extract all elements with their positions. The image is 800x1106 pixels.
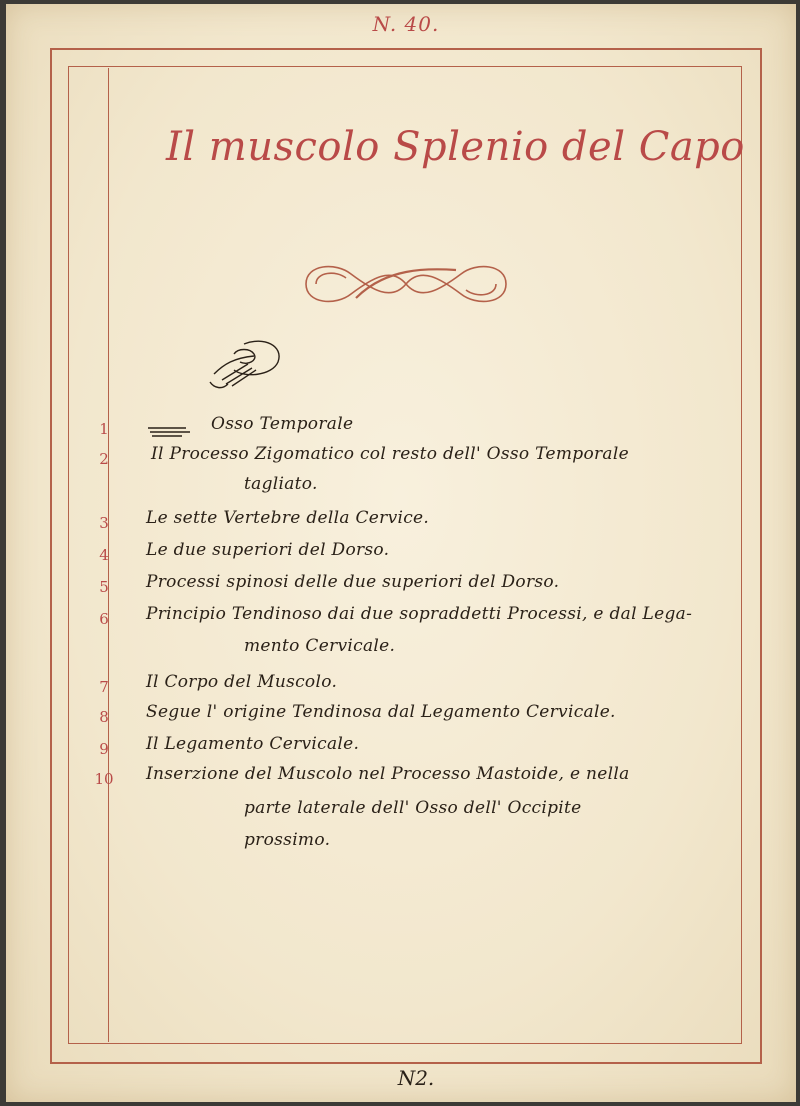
item-number-10: 10 [94, 770, 114, 788]
item-text-10-cont-2: prossimo. [244, 830, 331, 850]
item-text-10: Inserzione del Muscolo nel Processo Mastoide, e nella [146, 764, 630, 784]
manuscript-page [6, 4, 796, 1102]
item-text-3: Le sette Vertebre della Cervice. [146, 508, 430, 528]
item-text-6: Principio Tendinoso dai due sopraddetti Processi, e dal Lega- [146, 604, 693, 624]
pointer-mark-icon [146, 422, 196, 440]
item-text-7: Il Corpo del Muscolo. [146, 672, 338, 692]
item-text-9: Il Legamento Cervicale. [146, 734, 360, 754]
item-number-1: 1 [99, 420, 109, 438]
page-title: Il muscolo Splenio del Capo [166, 124, 745, 170]
item-text-2: Il Processo Zigomatico col resto dell' Osso Temporale [151, 444, 629, 464]
item-number-5: 5 [99, 578, 109, 596]
item-text-8: Segue l' origine Tendinosa dal Legamento Cervicale. [146, 702, 616, 722]
item-text-2-cont: tagliato. [244, 474, 318, 494]
item-number-2: 2 [99, 450, 109, 468]
item-text-5: Processi spinosi delle due superiori del Dorso. [146, 572, 560, 592]
item-number-9: 9 [99, 740, 109, 758]
calligraphic-flourish-icon [296, 254, 516, 314]
item-text-1: Osso Temporale [211, 414, 354, 434]
item-text-6-cont: mento Cervicale. [244, 636, 396, 656]
item-number-8: 8 [99, 708, 109, 726]
sheet-number: N. 40. [372, 12, 440, 36]
item-number-6: 6 [99, 610, 109, 628]
quill-ornament-icon [204, 334, 294, 394]
item-number-3: 3 [99, 514, 109, 532]
item-number-4: 4 [99, 546, 109, 564]
item-text-4: Le due superiori del Dorso. [146, 540, 390, 560]
page-number: N2. [397, 1066, 435, 1090]
item-text-10-cont-1: parte laterale dell' Osso dell' Occipite [244, 798, 582, 818]
item-number-7: 7 [99, 678, 109, 696]
